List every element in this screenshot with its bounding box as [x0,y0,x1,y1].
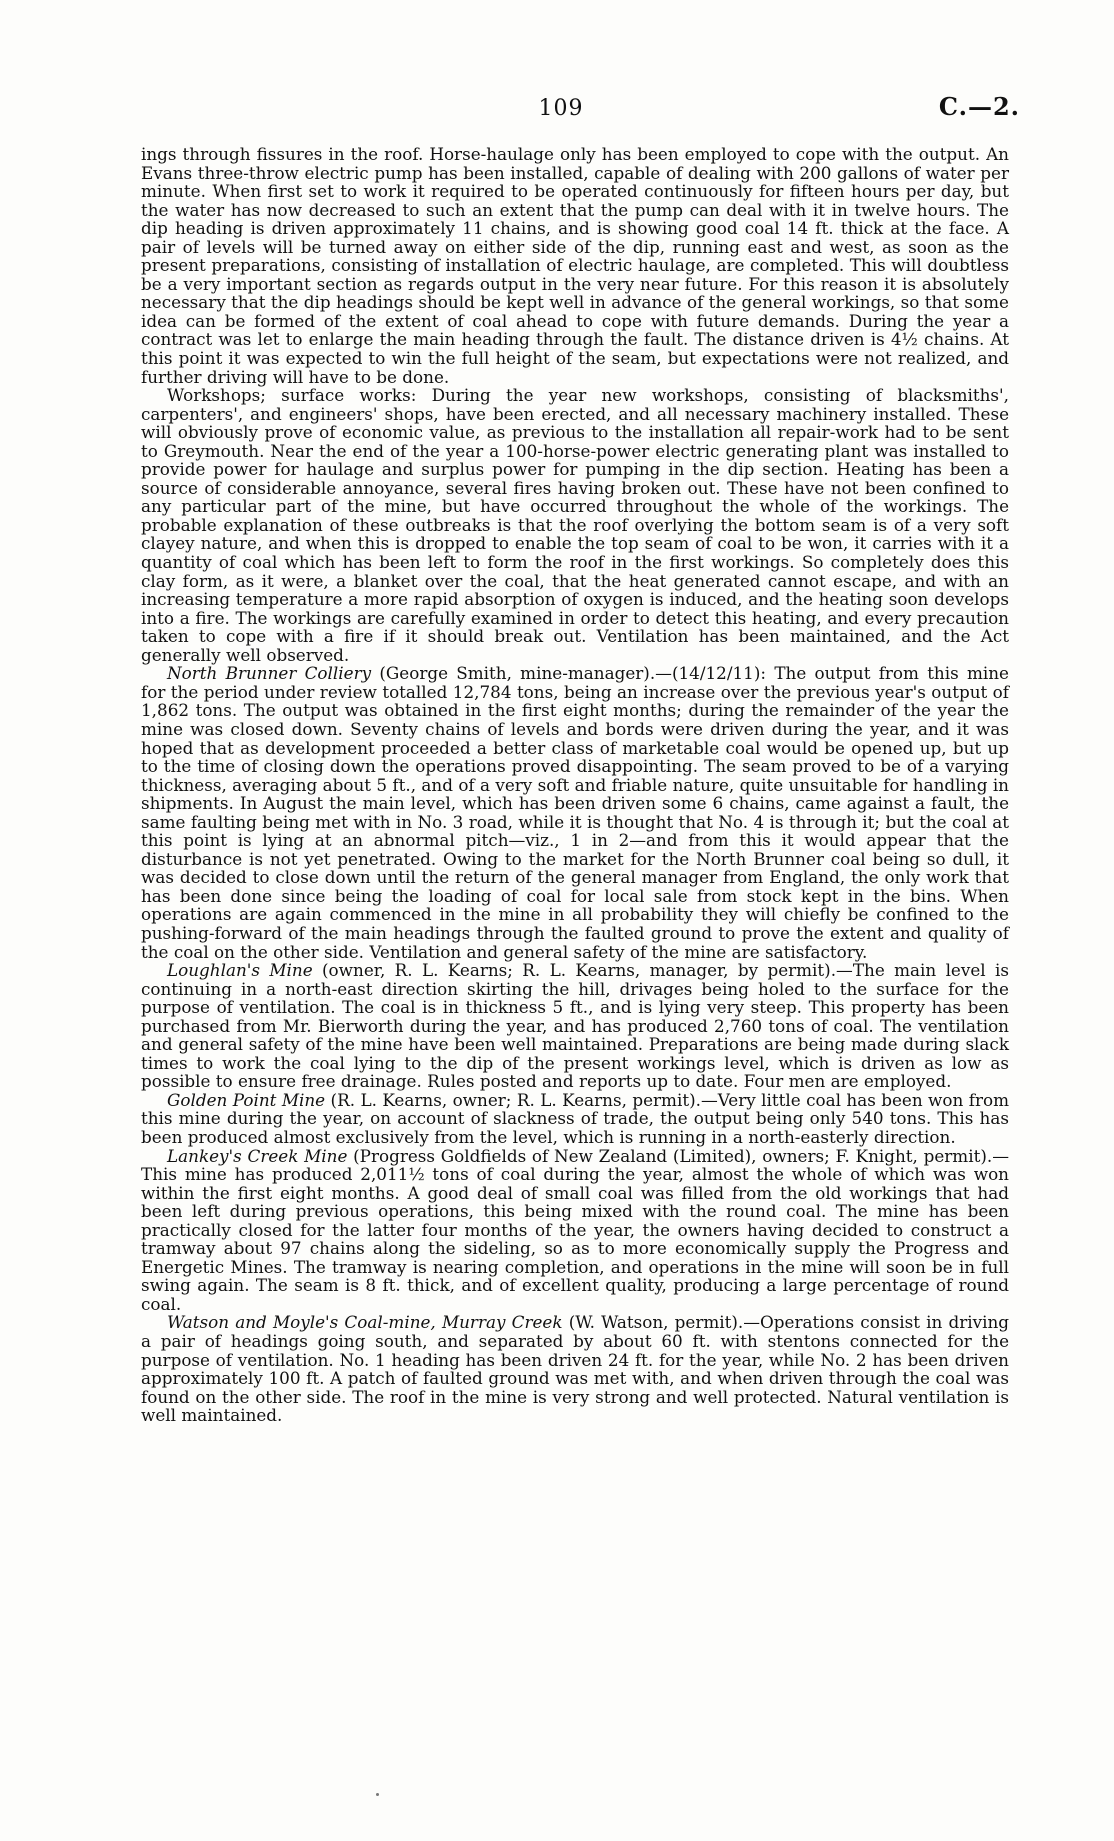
paragraph-text: ings through fissures in the roof. Horse-haulage only has been employed to cope with the output. An Evans three-throw electric pump has been installed, capable of dealing with 200 gallons of water per minute. When first set to work it required to be operated continuously for fifteen hours per day, but the water has now decreased to such an extent that the pump can deal with it in twelve hours. The dip heading is driven approximately 11 chains, and is showing good coal 14 ft. thick at the face. A pair of levels will be turned away on either side of the dip, running east and west, as soon as the present preparations, consisting of installation of electric haulage, are completed. This will doubtless be a very important section as regards output in the very near future. For this reason it is absolutely necessary that the dip headings should be kept well in advance of the general workings, so that some idea can be formed of the extent of coal ahead to cope with future demands. During the year a contract was let to enlarge the main heading through the fault. The distance driven is 4½ chains. At this point it was expected to win the full height of the seam, but expectations were not realized, and further driving will have to be done. [141,144,1009,387]
paragraph-north-brunner [141,664,1009,961]
paragraph-text: (R. L. Kearns, owner; R. L. Kearns, permit).—Very little coal has been won from this mine during the year, on account of slackness of trade, the output being only 540 tons. This has been produced almost exclusively from the level, which is running in a north-easterly direction. [141,1089,1009,1147]
paragraph-text: Workshops; surface works: During the year new workshops, consisting of blacksmiths', carpenters', and engineers' shops, have been erected, and all necessary machinery installed. These will obviously prove of economic value, as previous to the installation all repair-work had to be sent to Greymouth. Near the end of the year a 100-horse-power electric generating plant was installed to provide power for haulage and surplus power for pumping in the dip section. Heating has been a source of considerable annoyance, several fires having broken out. These have not been confined to any particular part of the mine, but have occurred throughout the whole of the workings. The probable explanation of these outbreaks is that the roof overlying the bottom seam is of a very soft clayey nature, and when this is dropped to enable the top seam of coal to be won, it carries with it a quantity of coal which has been left to form the roof in the first workings. So completely does this clay form, as it were, a blanket over the coal, that the heat generated cannot escape, and with an increasing temperature a more rapid absorption of oxygen is induced, and the heating soon develops into a fire. The workings are carefully examined in order to detect this heating, and every precaution taken to cope with a fire if it should break out. Ventilation has been maintained, and the Act generally well observed. [141,385,1009,665]
paragraph-text: (George Smith, mine-manager).—(14/12/11): The output from this mine for the period under review totalled 12,784 tons, being an increase over the previous year's output of 1,862 tons. The output was obtained in the first eight months; during the remainder of the year the mine was closed down. Seventy chains of levels and bords were driven during the year, and it was hoped that as development proceeded a better class of marketable coal would be opened up, but up to the time of closing down the operations proved disappointing. The seam proved to be of a varying thickness, averaging about 5 ft., and of a very soft and friable nature, quite unsuitable for handling in shipments. In August the main level, which has been driven some 6 chains, came against a fault, the same faulting being met with in No. 3 road, while it is thought that No. 4 is through it; but the coal at this point is lying at an abnormal pitch—viz., 1 in 2—and from this it would appear that the disturbance is not yet penetrated. Owing to the market for the North Brunner coal being so dull, it was decided to close down until the return of the general manager from England, the only work that has been done since being the loading of coal for local sale from stock kept in the bins. When operations are again commenced in the mine in all probability they will chiefly be confined to the pushing-forward of the main headings through the faulted ground to prove the extent and quality of the coal on the other side. Ventilation and general safety of the mine are satisfactory. [141,663,1009,962]
paragraph-heading: Loughlan's Mine [167,960,313,981]
paragraph-heading: Watson and Moyle's Coal-mine, Murray Creek [167,1312,563,1333]
scan-speck [376,1793,379,1796]
paragraph-loughlans [141,961,1009,1091]
paragraph-text: (W. Watson, permit).—Operations consist in driving a pair of headings going south, and separated by about 60 ft. with stentons connected for the purpose of ventilation. No. 1 heading has been driven 24 ft. for the year, while No. 2 has been driven approximately 100 ft. A patch of faulted ground was met with, and when driven through the coal was found on the other side. The roof in the mine is very strong and well protected. Natural ventilation is well maintained. [141,1312,1010,1426]
paragraph-heading: North Brunner Colliery [167,663,372,684]
paragraph-heading: Lankey's Creek Mine [167,1145,348,1166]
paragraph-watson-moyle [141,1313,1009,1424]
page-number: 109 [538,96,584,121]
page-header [0,92,1114,132]
paragraph-heading: Golden Point Mine [167,1089,326,1110]
paragraph-lankeys-creek [141,1147,1009,1314]
paragraph-golden-point [141,1091,1009,1147]
paragraph-text: (Progress Goldfields of New Zealand (Limited), owners; F. Knight, permit).—This mine has produced 2,011½ tons of coal during the year, almost the whole of which was won within the first eight months. A good deal of small coal was filled from the old workings that had been left during previous operations, this being mixed with the round coal. The mine has been practically closed for the latter four months of the year, the owners having decided to construct a tramway about 97 chains along the sideling, so as to more economically supply the Progress and Energetic Mines. The tramway is nearing completion, and operations in the mine will soon be in full swing again. The seam is 8 ft. thick, and of excellent quality, producing a large percentage of round coal. [141,1145,1009,1314]
paragraph-mine-continued [141,145,1009,386]
paragraph-text: (owner, R. L. Kearns; R. L. Kearns, manager, by permit).—The main level is continuing in a north-east direction skirting the hill, drivages being holed to the surface for the purpose of ventilation. The coal is in thickness 5 ft., and is lying very steep. This property has been purchased from Mr. Bierworth during the year, and has produced 2,760 tons of coal. The ventilation and general safety of the mine have been well maintained. Preparations are being made during slack times to work the coal lying to the dip of the present workings level, which is driven as low as possible to ensure free drainage. Rules posted and reports up to date. Four men are employed. [141,960,1009,1092]
page-body [141,145,1009,1425]
report-code: C.—2. [938,92,1020,121]
paragraph-workshops [141,386,1009,664]
